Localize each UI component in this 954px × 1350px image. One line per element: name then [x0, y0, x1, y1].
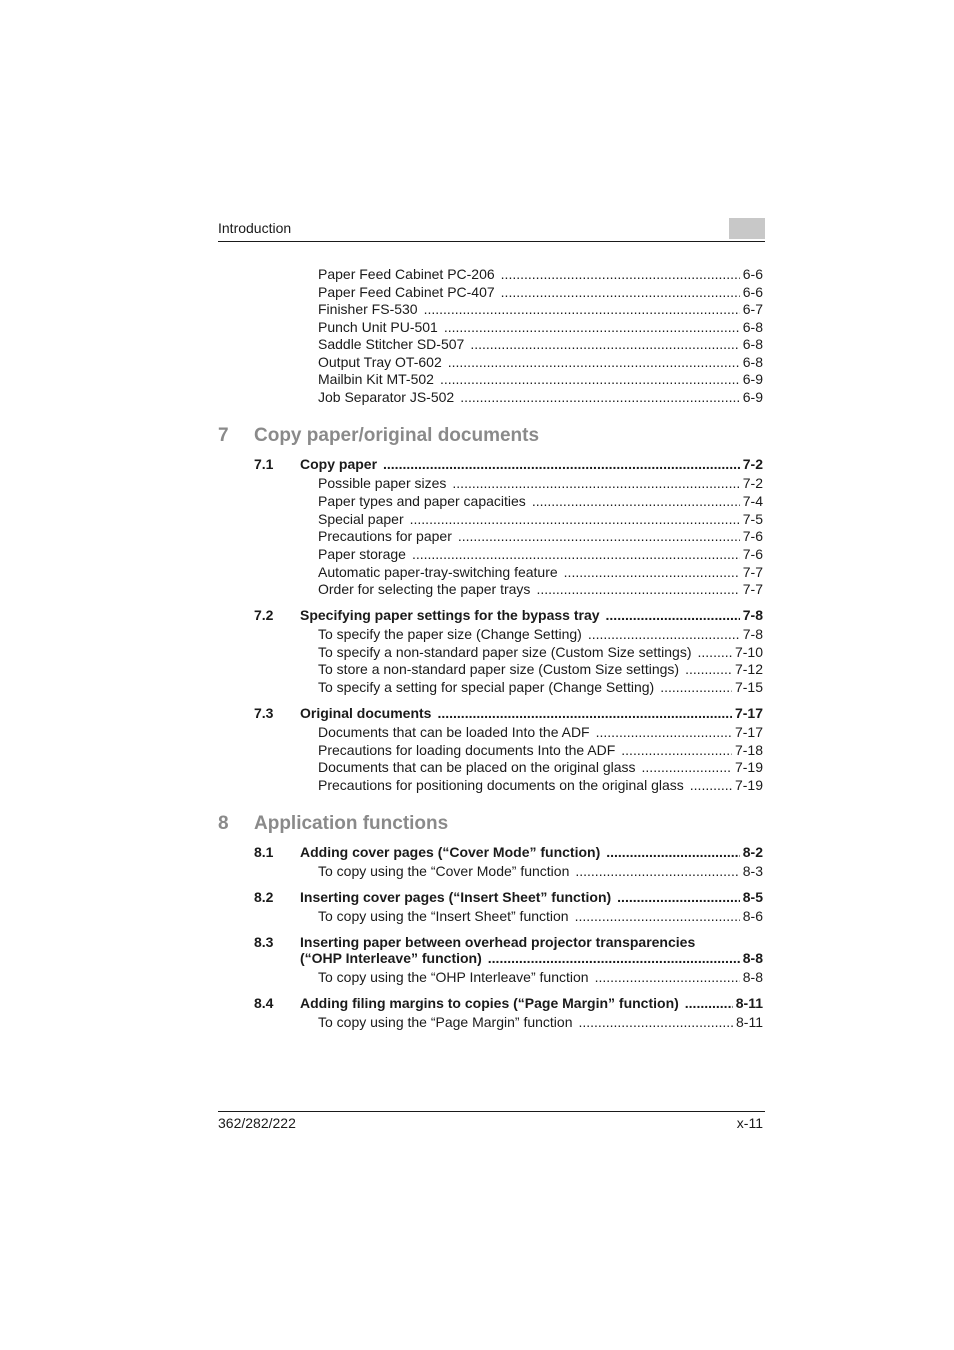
toc-entry[interactable]: To copy using the “Cover Mode” function ..... 8-3	[318, 863, 763, 880]
toc-entry[interactable]: Paper storage ..... 7-6	[318, 546, 763, 563]
toc-entry[interactable]: Mailbin Kit MT-502 ..... 6-9	[318, 371, 763, 388]
chapter-number: 7	[218, 425, 229, 446]
section-number: 8.1	[254, 844, 274, 860]
toc-entry[interactable]: Precautions for positioning documents on the original glass ..... 7-19	[318, 777, 763, 794]
chapter-title[interactable]: Copy paper/original documents	[254, 425, 540, 446]
toc-entry[interactable]: Finisher FS-530 ..... 6-7	[318, 301, 763, 318]
toc-entry[interactable]: To copy using the “OHP Interleave” function ..... 8-8	[318, 969, 763, 986]
section-number: 7.1	[254, 456, 274, 472]
toc-entry[interactable]: Order for selecting the paper trays ..... 7-7	[318, 581, 763, 598]
section-number: 7.2	[254, 607, 274, 623]
toc-entry[interactable]: To specify a setting for special paper (Change Setting) ..... 7-15	[318, 679, 763, 696]
toc-entry[interactable]: Job Separator JS-502 ..... 6-9	[318, 389, 763, 406]
chapter-title[interactable]: Application functions	[254, 813, 449, 834]
footer-model: 362/282/222	[218, 1115, 296, 1131]
chapter-number: 8	[218, 813, 229, 834]
toc-section[interactable]: Inserting cover pages (“Insert Sheet” function) ..... 8-5	[300, 889, 763, 906]
toc-entry[interactable]: Automatic paper-tray-switching feature ..... 7-7	[318, 564, 763, 581]
toc-entry[interactable]: To specify a non-standard paper size (Custom Size settings) ..... 7-10	[318, 644, 763, 661]
section-number: 8.4	[254, 995, 274, 1011]
toc-section[interactable]: Adding cover pages (“Cover Mode” function) ..... 8-2	[300, 844, 763, 861]
toc-entry[interactable]: Precautions for paper ..... 7-6	[318, 528, 763, 545]
toc-entry[interactable]: Output Tray OT-602 ..... 6-8	[318, 354, 763, 371]
toc-section[interactable]: Adding filing margins to copies (“Page Margin” function) ..... 8-11	[300, 995, 763, 1012]
toc-entry[interactable]: Possible paper sizes ..... 7-2	[318, 475, 763, 492]
toc-section-title-line[interactable]: Inserting paper between overhead projector transparencies	[300, 934, 696, 950]
footer-divider	[218, 1111, 765, 1112]
toc-entry[interactable]: Punch Unit PU-501 ..... 6-8	[318, 319, 763, 336]
toc-entry[interactable]: To store a non-standard paper size (Custom Size settings) ..... 7-12	[318, 661, 763, 678]
toc-entry[interactable]: To copy using the “Page Margin” function ..... 8-11	[318, 1014, 763, 1031]
toc-entry[interactable]: Paper Feed Cabinet PC-407 ..... 6-6	[318, 284, 763, 301]
toc-entry[interactable]: Paper types and paper capacities ..... 7-4	[318, 493, 763, 510]
header-title: Introduction	[218, 220, 292, 236]
toc-entry[interactable]: To copy using the “Insert Sheet” function ..... 8-6	[318, 908, 763, 925]
toc-entry[interactable]: Documents that can be placed on the original glass ..... 7-19	[318, 759, 763, 776]
toc-entry[interactable]: To specify the paper size (Change Setting) ..... 7-8	[318, 626, 763, 643]
toc-entry[interactable]: Paper Feed Cabinet PC-206 ..... 6-6	[318, 266, 763, 283]
toc-entry[interactable]: Documents that can be loaded Into the ADF ..... 7-17	[318, 724, 763, 741]
toc-entry[interactable]: Precautions for loading documents Into the ADF ..... 7-18	[318, 742, 763, 759]
toc-section[interactable]: Specifying paper settings for the bypass tray ..... 7-8	[300, 607, 763, 624]
toc-section[interactable]: Copy paper ..... 7-2	[300, 456, 763, 473]
toc-entry[interactable]: Special paper ..... 7-5	[318, 511, 763, 528]
footer-page-number: x-11	[736, 1115, 763, 1131]
toc-section[interactable]: (“OHP Interleave” function) ..... 8-8	[300, 950, 763, 967]
header-tab-marker	[729, 218, 765, 239]
section-number: 7.3	[254, 705, 274, 721]
toc-entry[interactable]: Saddle Stitcher SD-507 ..... 6-8	[318, 336, 763, 353]
header-divider	[218, 241, 765, 242]
section-number: 8.2	[254, 889, 274, 905]
section-number: 8.3	[254, 934, 274, 950]
toc-section[interactable]: Original documents ..... 7-17	[300, 705, 763, 722]
